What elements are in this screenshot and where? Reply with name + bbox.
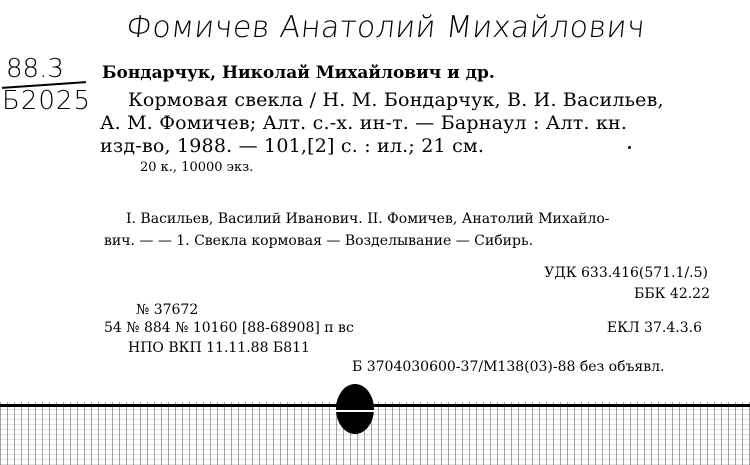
price-print-run: 20 к., 10000 экз. <box>140 160 254 175</box>
tracings-line-1: I. Васильев, Василий Иванович. II. Фомичев, Анатолий Михайло- <box>126 211 610 227</box>
handwritten-author-title: Фомичев Анатолий Михайлович <box>124 10 648 45</box>
record-number: № 37672 <box>136 302 199 318</box>
isbn-line: Б 3704030600-37/М138(03)-88 без объявл. <box>352 359 665 375</box>
description-line-2: А. М. Фомичев; Алт. с.-х. ин-т. — Барнаул : Алт. кн. <box>100 112 628 134</box>
description-line-3: изд-во, 1988. — 101,[2] с. : ил.; 21 см. <box>100 135 485 157</box>
handwritten-shelf-mark-bottom: Б2025 <box>2 86 92 116</box>
card-punch-hole <box>336 384 374 434</box>
tracings-line-2: вич. — — 1. Свекла кормовая — Возделывание — Сибирь. <box>104 233 534 249</box>
ink-speck <box>628 146 631 149</box>
description-line-1: Кормовая свекла / Н. М. Бондарчук, В. И. Васильев, <box>128 89 664 111</box>
record-heading: Бондарчук, Николай Михайлович и др. <box>102 63 495 83</box>
order-line: 54 № 884 № 10160 [88-68908] п вс <box>104 320 354 336</box>
ekl-code: ЕКЛ 37.4.3.6 <box>606 320 702 336</box>
bbk-code: ББК 42.22 <box>634 286 710 302</box>
handwritten-shelf-mark-top: 88.3 <box>6 54 64 84</box>
udk-code: УДК 633.416(571.1/.5) <box>544 265 708 281</box>
npo-line: НПО ВКП 11.11.88 Б811 <box>128 340 310 356</box>
bottom-rule <box>0 404 750 407</box>
punch-hole-line <box>334 410 376 412</box>
